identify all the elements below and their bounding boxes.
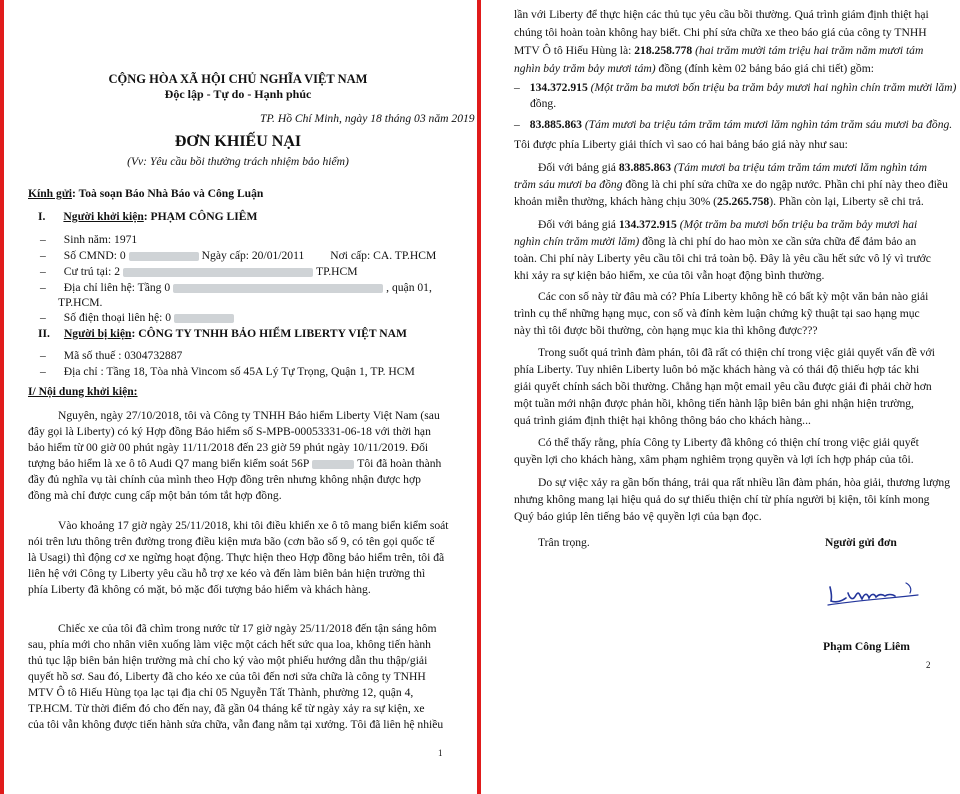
p2-line: nhưng không mang lại hiệu quả do sự thiếu thiện chí từ phía người bị kiện, tôi kính mong — [514, 493, 930, 506]
p2-line: một tuần mới nhận được phản hồi, không tiến hành lập biên bản ghi nhận hiện trường, — [514, 397, 914, 410]
redacted-id — [129, 252, 199, 261]
regards: Trân trọng. — [538, 536, 590, 549]
para2-line: nói trên lưu thông trên đường trong điều kiện mưa bão (cơn bão số 9, có tên gọi quốc tế — [28, 535, 435, 548]
para1-line: đây gọi là Liberty) có ký Hợp đồng Bảo hiểm số S-MPB-00053331-06-18 với thời hạn — [28, 425, 431, 438]
p2-line: giải quyết chính sách bồi thường. Chẳng hạn một email yêu cầu được giải đi phải chờ hơn — [514, 380, 932, 393]
page-number: 2 — [926, 660, 931, 670]
p2-line: chúng tôi hoàn toàn không hay biết. Chi phí sửa chữa xe theo báo giá của công ty TNHH — [514, 26, 927, 39]
para3-line: thủ tục lập biên bản hiện trường mà chỉ cho ký vào một phiếu hướng dẫn thu thập/giải — [28, 654, 428, 667]
p2-line: nghìn chín trăm mười lăm) đồng là chi phí do hao mòn xe cần sửa chữa để đảm bảo an — [514, 235, 917, 248]
quote-item-1: – 134.372.915 (Một trăm ba mươi bốn triệu ba trăm bảy mươi hai nghìn chín trăm mười lăm) — [514, 81, 957, 94]
place-date: TP. Hồ Chí Minh, ngày 18 tháng 03 năm 2019 — [260, 112, 475, 125]
content-heading: I/ Nội dung khởi kiện: — [28, 385, 138, 398]
redacted-address — [123, 268, 313, 277]
signer-name: Phạm Công Liêm — [823, 640, 910, 653]
p2-line: trăm sáu mươi ba đồng đồng là chi phí sửa chữa xe do ngập nước. Phần chi phí này theo điều — [514, 178, 948, 191]
p2-line: toàn. Chi phí này Liberty yêu cầu tôi chi trả toàn bộ. Đây là yêu cầu hết sức vô lý vì trước — [514, 252, 931, 265]
document-title: ĐƠN KHIẾU NẠI — [174, 133, 302, 150]
para3-line: sau, phía mới cho nhân viên xuống làm việc một cách hết sức qua loa, không tiến hành — [28, 638, 431, 651]
para3-line: TP.HCM. Từ thời điểm đó cho đến nay, đã gần 04 tháng kể từ ngày xảy ra sự kiện, xe — [28, 702, 425, 715]
para1-line: bảo hiểm từ 00 giờ 00 phút ngày 11/11/2018 đến 23 giờ 59 phút ngày 10/11/2019. Đối — [28, 441, 429, 454]
left-border — [0, 0, 4, 794]
p2-line: Đối với bảng giá 134.372.915 (Một trăm ba mươi bốn triệu ba trăm bảy mươi hai — [538, 218, 918, 231]
signature — [822, 563, 932, 623]
p2-line: quá trình giám định thiệt hại không thông báo cho khách hàng... — [514, 414, 811, 427]
para2-line: liên hệ với Công ty Liberty yêu cầu hỗ trợ xe kéo và đến làm biên bản hiện trường thì — [28, 567, 426, 580]
p2-line: phía Liberty. Tuy nhiên Liberty luôn bỏ mặc khách hàng và có thái độ thiếu hợp tác khi — [514, 363, 920, 376]
document-subtitle: (Vv: Yêu cầu bồi thường trách nhiệm bảo hiểm) — [127, 155, 349, 168]
defendant-address: – Địa chỉ : Tầng 18, Tòa nhà Vincom số 45A Lý Tự Trọng, Quận 1, TP. HCM — [40, 365, 415, 378]
total-amount: 218.258.778 — [634, 44, 693, 57]
redacted-phone — [174, 314, 234, 323]
quote-item-2: – 83.885.863 (Tám mươi ba triệu tám trăm tám mươi lăm nghìn tám trăm sáu mươi ba đồng. — [514, 118, 953, 131]
page-2 — [482, 0, 960, 794]
para1-line: tượng bảo hiểm là xe ô tô Audi Q7 mang biển kiểm soát 56P Tôi đã hoàn thành — [28, 457, 442, 470]
para3-line: MTV Ô tô Hiếu Hùng tọa lạc tại địa chỉ 05 Nguyễn Tất Thành, phường 12, quận 4, — [28, 686, 414, 699]
defendant-heading: II. Người bị kiện: CÔNG TY TNHH BẢO HIỂM LIBERTY VIỆT NAM — [38, 327, 407, 340]
nation-heading: CỘNG HÒA XÃ HỘI CHỦ NGHĨA VIỆT NAM — [108, 72, 368, 86]
p2-line: Trong suốt quá trình đàm phán, tôi đã rất có thiện chí trong việc giải quyết vấn đề với — [538, 346, 935, 359]
plaintiff-address: – Cư trú tại: 2 TP.HCM — [40, 265, 358, 278]
recipient-line: Kính gửi: Toà soạn Báo Nhà Báo và Công Luận — [28, 187, 264, 200]
p2-line: Đối với bảng giá 83.885.863 (Tám mươi ba triệu tám trăm tám mươi lăm nghìn tám — [538, 161, 927, 174]
plaintiff-id: – Số CMND: 0 Ngày cấp: 20/01/2011 Nơi cấp: CA. TP.HCM — [40, 249, 437, 262]
plaintiff-heading: I. Người khởi kiện: PHẠM CÔNG LIÊM — [38, 210, 258, 223]
para1-line: đồng mà chỉ được cung cấp một bản tóm tắt hợp đồng. — [28, 489, 282, 502]
para1-line: đầy đủ nghĩa vụ tài chính của mình theo Hợp đồng trên nhưng không nhận được hợp — [28, 473, 421, 486]
plaintiff-contact-city: TP.HCM. — [58, 296, 103, 309]
page-1 — [0, 0, 476, 794]
p2-line: Có thể thấy rằng, phía Công ty Liberty đã không có thiện chí trong việc giải quyết — [538, 436, 919, 449]
para3-line: của tôi vẫn không được tiến hành sửa chữa, vẫn đang nằm tại xưởng. Tôi đã liên hệ nhiều — [28, 718, 444, 731]
quote-item-1-unit: đồng. — [530, 97, 557, 110]
p2-line: này thì tôi được bồi thường, còn hạng mục kia thì không được??? — [514, 324, 818, 337]
para2-line: Vào khoảng 17 giờ ngày 25/11/2018, khi tôi điều khiển xe ô tô mang biển kiểm soát — [58, 519, 449, 532]
sender-label: Người gửi đơn — [825, 536, 897, 549]
p2-line: lần với Liberty để thực hiện các thủ tục yêu cầu bồi thường. Quá trình giám định thiệt hại — [514, 8, 929, 21]
p2-line: Các con số này từ đâu mà có? Phía Liberty không hề có bất kỳ một văn bản nào giải — [538, 290, 929, 303]
plaintiff-phone: – Số điện thoại liên hệ: 0 — [40, 311, 237, 325]
plaintiff-contact: – Địa chỉ liên hệ: Tầng 0 , quận 01, — [40, 281, 432, 294]
para2-line: phía Liberty đã không có mặt, bỏ mặc đối tượng bảo hiểm và khách hàng. — [28, 583, 371, 596]
plaintiff-birth: – Sinh năm: 1971 — [40, 233, 138, 246]
p2-line: Quý báo giúp lên tiếng bảo vệ quyền lợi của bạn đọc. — [514, 510, 762, 523]
p2-line: MTV Ô tô Hiếu Hùng là: 218.258.778 (hai trăm mười tám triệu hai trăm năm mươi tám — [514, 44, 924, 57]
redacted-contact — [173, 284, 383, 293]
p2-line: khoản miễn thường, khách hàng chịu 30% (25.265.758). Phần còn lại, Liberty sẽ chi trả. — [514, 195, 924, 208]
defendant-tax: – Mã số thuế : 0304732887 — [40, 349, 183, 362]
p2-line: nghìn bảy trăm bảy mươi tám) đồng (đính kèm 02 bảng báo giá chi tiết) gồm: — [514, 62, 874, 75]
p2-line: quyền lợi cho khách hàng, xâm phạm nghiêm trọng quyền và lợi ích hợp pháp của tôi. — [514, 453, 914, 466]
redacted-plate — [312, 460, 354, 469]
p2-line: Tôi được phía Liberty giải thích vì sao có hai bảng báo giá này như sau: — [514, 138, 848, 151]
para3-line: Chiếc xe của tôi đã chìm trong nước từ 17 giờ ngày 25/11/2018 đến tận sáng hôm — [58, 622, 437, 635]
p2-line: trình cụ thể những hạng mục, con số và đính kèm luận chứng kỹ thuật tại sao hạng mục — [514, 307, 920, 320]
para2-line: là Usagi) thì động cơ xe ngừng hoạt động. Thực hiện theo Hợp đồng bảo hiểm trên, tôi đã — [28, 551, 445, 564]
p2-line: khi xảy ra sự kiện bảo hiểm, xe của tôi vẫn hoạt động bình thường. — [514, 269, 825, 282]
para3-line: quyết hồ sơ. Sau đó, Liberty đã cho kéo xe của tôi đến nơi sửa chữa là công ty TNHH — [28, 670, 426, 683]
motto: Độc lập - Tự do - Hạnh phúc — [164, 87, 312, 101]
center-divider — [477, 0, 481, 794]
page-number: 1 — [438, 748, 443, 758]
p2-line: Do sự việc xảy ra gần bốn tháng, trải qua rất nhiều lần đàm phán, hòa giải, thương lượng — [538, 476, 950, 489]
para1-line: Nguyên, ngày 27/10/2018, tôi và Công ty TNHH Bảo hiểm Liberty Việt Nam (sau — [58, 409, 440, 422]
